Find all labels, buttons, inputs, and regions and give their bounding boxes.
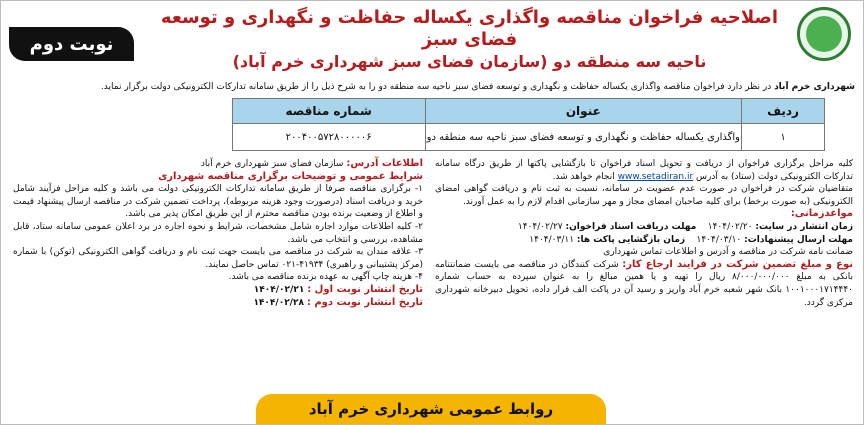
logo-emblem [806,16,842,52]
pub1-value: ۱۴۰۴/۰۲/۲۱ [253,284,305,295]
paragraph-address [13,158,423,171]
guarantee-text: شرکت کنندگان در مناقصه می بایست ضمانتنامه بانکی به مبلغ ۸/۰۰۰/۰۰۰/۰۰۰ ریال را تهیه و یا همین مبالغ را به عنوان سپرده به حساب شماره ۱۰۰۱۰۰۰۱۷۱۴۴۴۰ بانک شهر شعبه خرم آباد واریز و رسید آن در پاکت الف قرار داده، تحویل دبیرخانه شهرداری مرکزی گردد. [435,259,853,308]
docs-deadline-value: ۱۴۰۴/۰۲/۲۷ [517,221,563,232]
municipality-logo-icon [797,7,851,61]
notice-title [146,7,793,73]
round-badge: نوبت دوم [9,27,134,61]
pub2-label: تاریخ انتشار نوبت دوم : [306,296,423,308]
conditions-title: شرایط عمومی و توضیحات برگزاری مناقصه شهرداری [158,170,423,182]
header-subject: عنوان [425,99,741,124]
deadline-row-1 [435,221,853,234]
opening-date-label: زمان بازگشایی پاکت ها: [576,234,686,245]
submit-deadline-label: مهلت ارسال پیشنهادات: [744,234,853,245]
address-text: سازمان فضای سبز شهرداری خرم آباد [200,159,347,169]
condition-2: ۲- کلیه اطلاعات موارد اجاره شامل مشخصات، شرایط و نحوه اجاره در برد اعلان عمومی سامانه ستاد، قابل مشاهده، بررسی و انتخاب می باشد. [13,221,423,245]
paragraph-process [435,158,853,183]
condition-4: ۴- هزینه چاپ آگهی به عهده برنده مناقصه می باشد. [228,272,423,283]
table-header-row [232,99,824,124]
publish-date-label: زمان انتشار در سایت: [755,221,853,232]
cell-subject: واگذاری یکساله حفاظت و نگهداری و توسعه فضای سبز ناحیه سه منطقه دو [425,124,741,151]
process-text-b: انجام خواهد شد. [552,171,618,182]
publication-first [13,284,423,297]
left-column [13,158,423,309]
intro-text [9,81,855,93]
paragraph-registration: متقاضیان شرکت در فراخوان در صورت عدم عضویت در سامانه، نسبت به ثبت نام و دریافت گواهی امضای الکترونیکی (به صورت برخط) برای کلیه صاحبان امضای مجاز و مهر سازمانی اقدام لازم را به عمل آورند. [435,184,853,207]
publication-second [13,297,423,310]
footer-public-relations: روابط عمومی شهرداری خرم آباد [256,394,606,424]
intro-org: شهرداری خرم آباد [774,82,855,92]
docs-deadline-label: مهلت دریافت اسناد فراخوان: [565,221,697,232]
cell-row-number: ۱ [742,124,825,151]
tender-table [232,98,825,151]
deadline-row-2 [435,234,853,247]
right-column [435,158,853,309]
pub1-label: تاریخ انتشار نوبت اول : [307,283,423,295]
title-line-2: ناحیه سه منطقه دو (سازمان فضای سبز شهرداری خرم آباد) [232,52,707,71]
publish-date-value: ۱۴۰۴/۰۲/۲۰ [707,221,753,232]
process-text-a: کلیه مراحل برگزاری فراخوان از دریافت و تحویل اسناد فراخوان تا بازگشایی پاکتها از طریق درگاه سامانه تدارکات الکترونیکی دولت (ستاد) به آدرس [435,159,853,182]
condition-3: ۳- علاقه مندان به شرکت در مناقصه می بایست جهت ثبت نام و دریافت گواهی الکترونیکی (توکن) با شماره (مرکز پشتیبانی و راهبری) ۴۱۹۳۴-۰۲۱ تماس حاصل نمایند. [13,247,423,270]
table-row [232,124,824,151]
submit-deadline-value: ۱۴۰۴/۰۳/۱۰ [696,234,742,245]
condition-1: ۱- برگزاری مناقصه صرفا از طریق سامانه تدارکات الکترونیکی دولت می باشد و کلیه مراحل فرآیند شامل خرید و دریافت اسناد (درصورت وجود هزینه مربوطه)، پرداخت تضمین شرکت در مناقصه ارسال پیشنهاد قیمت و اطلاع از وضعیت برنده بودن مناقصه محترم از این طریق امکان پذیر می باشد. [13,184,423,220]
guarantee-title: نوع و مبلغ تضمین شرکت در فرایند ارجاع کار: [622,258,853,270]
paragraph-guarantee [435,259,853,309]
address-title: اطلاعات آدرس: [346,158,423,169]
paragraph-guarantee-note: ضمانت نامه شرکت در مناقصه و آدرس و اطلاعات تماس شهرداری [603,247,853,258]
deadlines-title: مواعدزمانی: [790,208,853,220]
setad-link[interactable]: www.setadiran.ir [617,171,694,182]
header-row-number: ردیف [742,99,825,124]
intro-body: در نظر دارد فراخوان مناقصه واگذاری یکساله حفاظت و نگهداری و توسعه فضای سبز ناحیه سه منطقه دو را به شرح ذیل را از طریق سامانه تدارکات الکترونیکی دولت برگزار نماید. [100,82,775,92]
opening-date-value: ۱۴۰۴/۰۳/۱۱ [529,234,575,245]
header-tender-number: شماره مناقصه [232,99,425,124]
pub2-value: ۱۴۰۴/۰۲/۲۸ [253,297,304,308]
cell-tender-number: ۲۰۰۴۰۰۵۷۲۸۰۰۰۰۰۶ [232,124,425,151]
title-line-1: اصلاحیه فراخوان مناقصه واگذاری یکساله حفاظت و نگهداری و توسعه فضای سبز [160,7,779,50]
